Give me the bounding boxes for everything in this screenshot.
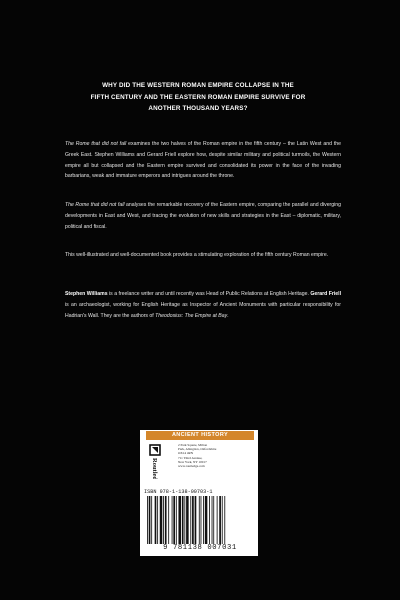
barcode-bar [165, 496, 167, 544]
other-book-title: Theodosius: The Empire at Bay [155, 312, 228, 319]
barcode-bar [217, 496, 218, 544]
barcode-bar [224, 496, 225, 544]
author-bio [65, 289, 341, 321]
barcode-bar [205, 496, 208, 544]
barcode-bar [184, 496, 185, 544]
address-line: 711 Third Avenue, [178, 455, 203, 460]
headline [48, 80, 348, 115]
address-line: 2 Park Square, Milton [178, 443, 208, 447]
paragraph-text: analyses the remarkable recovery of the Eastern empire, comparing the parallel and diverging developments in East and West, and tracing the evolution of new skills and strategies in the East – diplomatic, military, political and fiscal. [65, 202, 341, 230]
author-name-1: Stephen Williams [65, 291, 108, 297]
barcode-bar [163, 496, 164, 544]
barcode-bar [173, 496, 175, 544]
barcode-bar [203, 496, 204, 544]
barcode-bar [199, 496, 200, 544]
publisher-address [178, 443, 254, 468]
author-bio-text-2: is an archaeologist, working for English Heritage as Inspector of Ancient Monuments with particular responsibility for Hadrian's Wall. They are the authors of [65, 301, 341, 319]
ean-digits: 9 781138 007031 [163, 544, 237, 552]
author-bio-end: . [227, 312, 229, 319]
barcode-bar [155, 496, 157, 544]
address-line: New York, NY 10017 [178, 459, 207, 464]
headline-line-2: FIFTH CENTURY AND THE EASTERN ROMAN EMPIRE SURVIVE FOR [90, 93, 306, 101]
description-paragraph-1 [65, 139, 341, 182]
barcode-bar [195, 496, 197, 544]
barcode-bar [172, 496, 173, 544]
barcode-bar [209, 496, 210, 544]
barcode-bar [222, 496, 223, 544]
barcode-bar [213, 496, 214, 544]
barcode-bar [190, 496, 191, 544]
description-paragraph-2 [65, 200, 341, 232]
barcode-bar [219, 496, 221, 544]
barcode-bar [192, 496, 194, 544]
barcode-bar [186, 496, 189, 544]
barcode-bar [149, 496, 151, 544]
barcode-bar [212, 496, 213, 544]
barcode-bar [168, 496, 169, 544]
headline-line-3: ANOTHER THOUSAND YEARS? [148, 105, 248, 112]
barcode-icon [146, 496, 254, 544]
barcode-bar [178, 496, 181, 544]
book-title: The Rome that did not fall [65, 202, 125, 208]
address-line: OX14 4RN [178, 451, 194, 456]
book-title: The Rome that did not fall [65, 141, 127, 147]
isbn-text: ISBN 978-1-138-00703-1 [144, 489, 213, 495]
description-paragraph-3 [65, 250, 341, 261]
paragraph-text: This well-illustrated and well-documented book provides a stimulating exploration of the fifth century Roman empire. [65, 252, 329, 258]
barcode-bar [151, 496, 152, 544]
headline-line-1: WHY DID THE WESTERN ROMAN EMPIRE COLLAPSE IN THE [102, 82, 294, 89]
genre-label: ANCIENT HISTORY [146, 431, 254, 440]
barcode-bar [160, 496, 163, 544]
author-bio-text-1: is a freelance writer and until recently was Head of Public Relations at English Heritage. [107, 291, 311, 297]
barcode-bar [176, 496, 177, 544]
barcode-bar [201, 496, 202, 544]
barcode-bar [157, 496, 158, 544]
paragraph-text: examines the two halves of the Roman empire in the fifth century – the Latin West and the Greek East. Stephen Williams and Gerard Friell explore how, despite similar military and political turmoils, the Western empire all but collapsed and the Eastern empire survived and consolidated its power in the face of the invading barbarians, weak and immature emperors and intrigues around the throne. [65, 141, 342, 180]
routledge-logo-icon [148, 443, 174, 479]
author-name-2: Gerard Friell [310, 291, 341, 297]
address-line: www.routledge.com [178, 464, 205, 469]
address-line: Park, Abingdon, Oxfordshire [178, 447, 217, 452]
barcode-bar [147, 496, 148, 544]
publisher-logo-text: Routledge [151, 458, 158, 479]
publisher-logo [148, 443, 174, 479]
barcode-bar [182, 496, 184, 544]
